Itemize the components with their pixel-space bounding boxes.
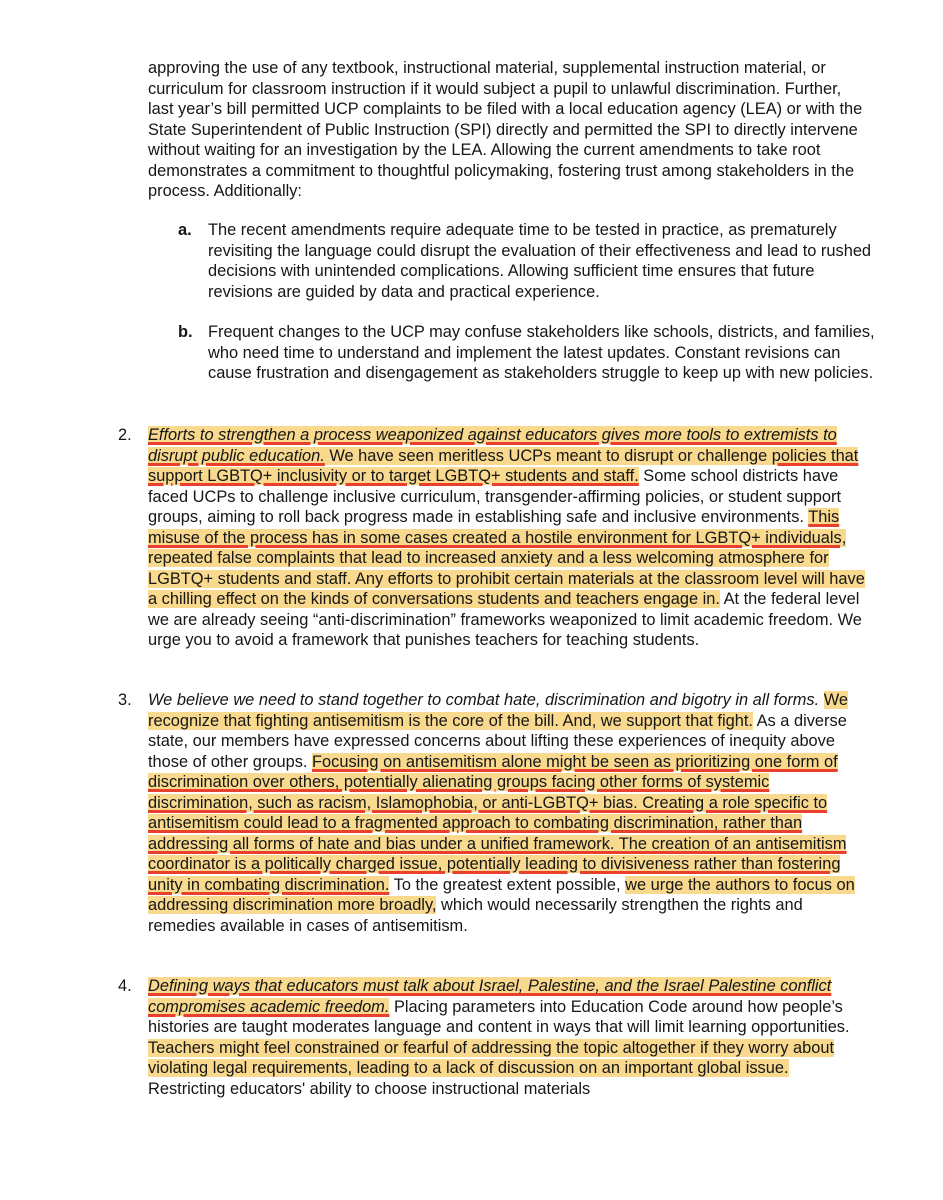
item-3-sentence-5: we urge the authors to focus on addressing discrimination more broadly, xyxy=(148,875,855,914)
item-4-sentence-2: Teachers might feel constrained or fearful of addressing the topic altogether if they worry about violating legal requirements, leading to a lack of discussion on an important global issue. xyxy=(148,1038,835,1077)
item-3-number: 3. xyxy=(118,691,132,709)
item-2-sentence-3: Some school districts have faced UCPs to challenge inclusive curriculum, transgender-affirming policies, or student support groups, aiming to roll back progress made in establishing safe and inclusive environments. xyxy=(148,467,841,526)
item-2-number: 2. xyxy=(118,426,132,444)
list-item-b xyxy=(178,322,878,384)
item-2-heading: Efforts to strengthen a process weaponized against educators gives more tools to extremists to disrupt public education. xyxy=(148,426,837,465)
item-2-sentence-2: policies that support LGBTQ+ inclusivity or to target LGBTQ+ students and staff. xyxy=(148,446,859,485)
item-2-sentence-4: This misuse of the process has in some cases created a hostile environment for LGBTQ+ individuals, xyxy=(148,508,847,547)
intro-paragraph xyxy=(148,58,868,202)
item-4-sentence-3: Restricting educators' ability to choose instructional materials xyxy=(148,1079,591,1098)
list-item-b-text: Frequent changes to the UCP may confuse stakeholders like schools, districts, and families, who need time to understand and implement the latest updates. Constant revisions can cause frustration and disengagement as stakeholders struggle to keep up with new policies. xyxy=(208,323,875,382)
item-2-sentence-6: At the federal level we are already seeing “anti-discrimination” frameworks weaponized to limit academic freedom. We urge you to avoid a framework that punishes teachers for teaching students. xyxy=(148,590,862,649)
item-3-sentence-6: which would necessarily strengthen the rights and remedies available in cases of antisemitism. xyxy=(148,896,803,935)
item-4-sentence-1: Placing parameters into Education Code around how people’s histories are taught moderates language and content in ways that will limit learning opportunities. xyxy=(148,997,850,1036)
item-3-sentence-3: Focusing on antisemitism alone might be seen as prioritizing one form of discrimination over others, potentially alienating groups facing other forms of systemic discrimination, such as racism, Islamophobia, or anti-LGBTQ+ bias. Creating a role specific to antisemitism could lead to a fragmented approach to combating discrimination, rather than addressing all forms of hate and bias under a unified framework. The creation of an antisemitism coordinator is a politically charged issue, potentially leading to divisiveness rather than fostering unity in combating discrimination. xyxy=(148,752,847,894)
list-marker-a: a. xyxy=(178,221,192,239)
list-item-a-text: The recent amendments require adequate time to be tested in practice, as prematurely revisiting the language could disrupt the evaluation of their effectiveness and lead to rushed decisions with unintended complications. Allowing sufficient time ensures that future revisions are guided by data and practical experience. xyxy=(208,221,872,301)
item-3-sentence-2: As a diverse state, our members have expressed concerns about lifting these experiences of inequity above those of other groups. xyxy=(148,711,847,771)
item-3-paragraph xyxy=(148,690,868,936)
item-3-sentence-1: We recognize that fighting antisemitism is the core of the bill. And, we support that fight. xyxy=(148,691,849,730)
item-4-number: 4. xyxy=(118,977,132,995)
item-4-paragraph xyxy=(148,976,868,1099)
item-3-heading: We believe we need to stand together to combat hate, discrimination and bigotry in all forms. xyxy=(148,691,820,709)
item-4-heading: Defining ways that educators must talk about Israel, Palestine, and the Israel Palestine conflict compromises academic freedom. xyxy=(148,977,832,1016)
intro-text: approving the use of any textbook, instructional material, supplemental instruction material, or curriculum for classroom instruction if it would subject a pupil to unlawful discrimination. Further, last year’s bill permitted UCP complaints to be filed with a local education agency (LEA) or with the State Superintendent of Public Instruction (SPI) directly and permitted the SPI to directly intervene without waiting for an investigation by the LEA. Allowing the current amendments to take root demonstrates a commitment to thoughtful policymaking, fostering trust among stakeholders in the process. Additionally: xyxy=(148,59,863,200)
item-2-paragraph xyxy=(148,425,868,651)
list-marker-b: b. xyxy=(178,323,193,341)
item-3-sentence-4: To the greatest extent possible, xyxy=(389,875,626,894)
list-item-a xyxy=(178,220,878,302)
item-2-sentence-1: We have seen meritless UCPs meant to disrupt or challenge xyxy=(324,446,772,465)
item-2-sentence-5: repeated false complaints that lead to increased anxiety and a less welcoming atmosphere for LGBTQ+ students and staff. Any efforts to prohibit certain materials at the classroom level will have a chilling effect on the kinds of conversations students and teachers engage in. xyxy=(148,549,865,608)
